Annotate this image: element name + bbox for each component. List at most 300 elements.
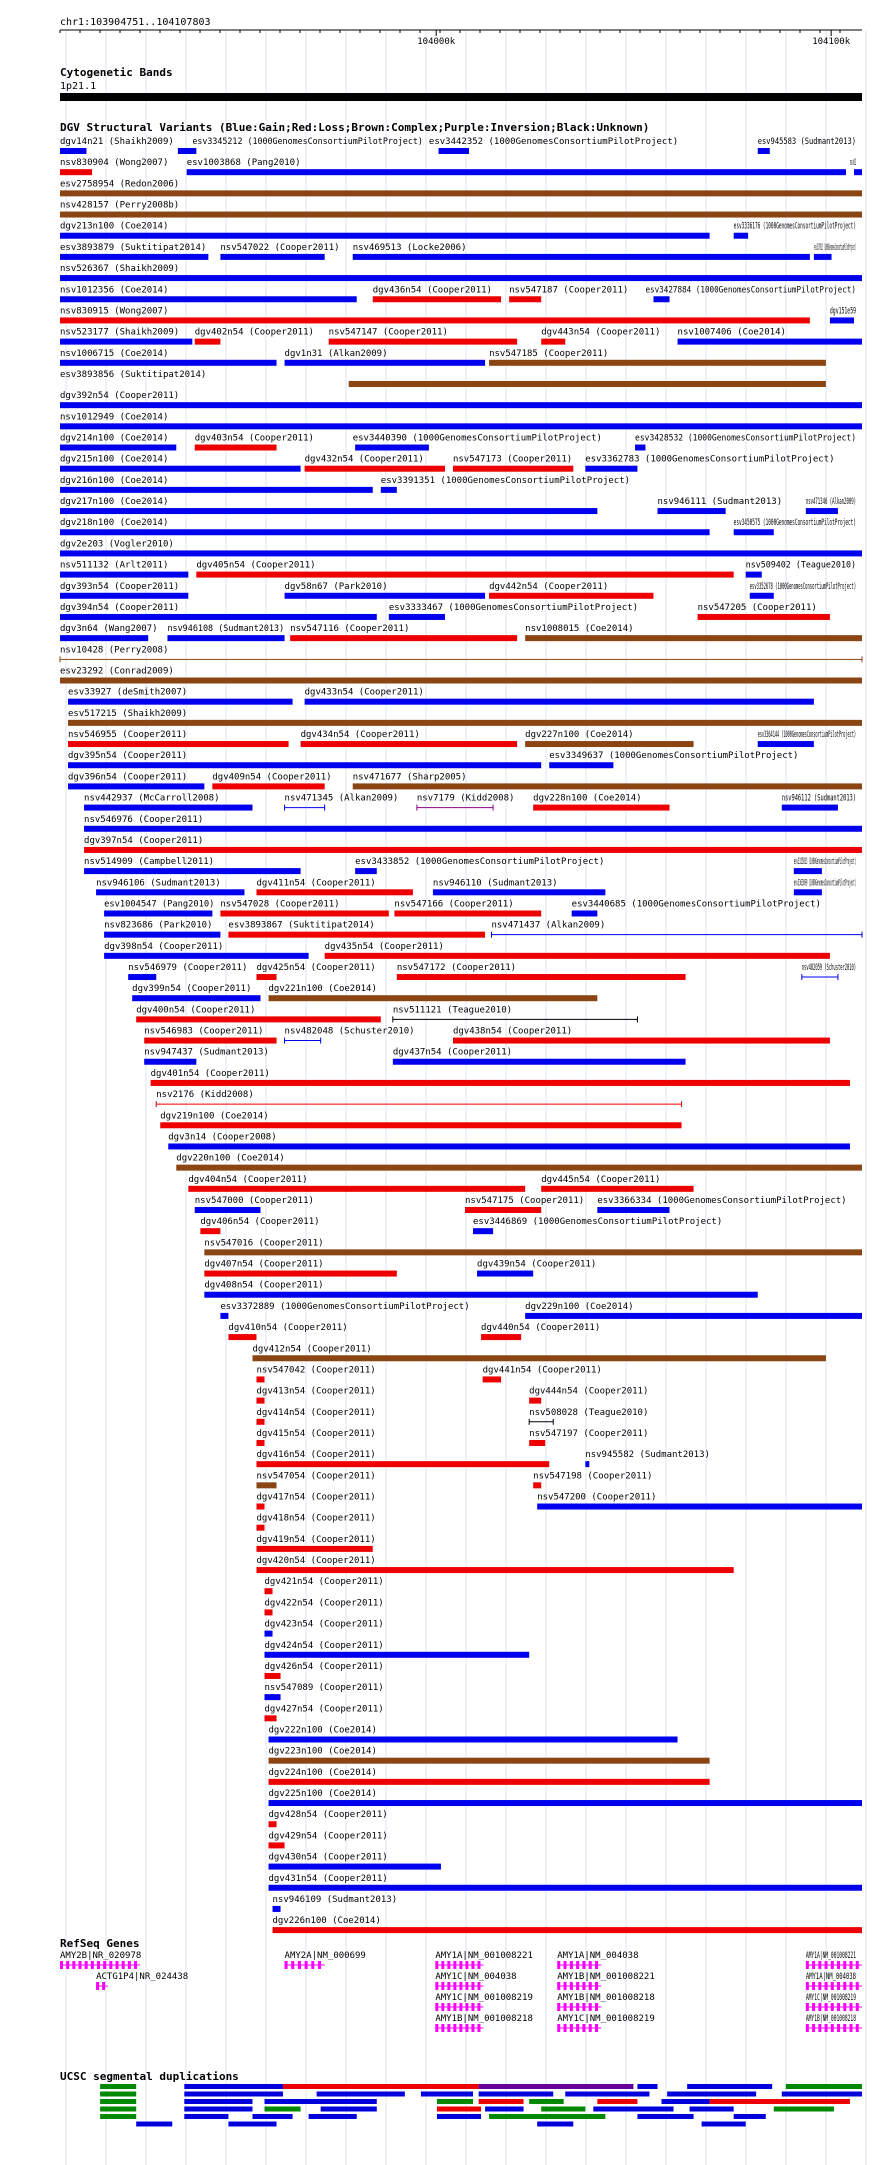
gene-exon: [818, 2003, 821, 2011]
sv-feature[interactable]: [60, 201, 862, 218]
sv-label: nsv547175 (Cooper2011): [465, 1196, 585, 1206]
sv-bar: [168, 1143, 850, 1149]
sv-feature[interactable]: [256, 1365, 375, 1382]
sv-feature[interactable]: [290, 624, 517, 641]
sv-feature[interactable]: [256, 1408, 375, 1425]
segdup-feature[interactable]: [597, 2099, 637, 2104]
sv-label: nsv546979 (Cooper2011): [128, 963, 248, 974]
sv-label: dgv395n54 (Cooper2011): [68, 751, 188, 762]
sv-feature[interactable]: [373, 285, 501, 302]
sv-feature[interactable]: [678, 328, 862, 345]
sv-bar: [572, 910, 598, 916]
gene-feature[interactable]: [557, 2014, 655, 2032]
sv-label: nsv514909 (Campbell2011): [84, 857, 215, 868]
sv-feature[interactable]: [393, 1005, 638, 1022]
sv-feature[interactable]: [750, 582, 856, 599]
sv-label: dgv445n54 (Cooper2011): [541, 1174, 661, 1185]
segdup-feature[interactable]: [321, 2107, 377, 2112]
sv-feature[interactable]: [794, 878, 856, 895]
sv-feature[interactable]: [269, 1874, 862, 1891]
sv-feature[interactable]: [256, 1493, 375, 1510]
sv-feature[interactable]: [734, 222, 856, 239]
sv-feature[interactable]: [60, 455, 301, 472]
sv-feature[interactable]: [60, 476, 373, 493]
sv-feature[interactable]: [156, 1090, 681, 1107]
sv-feature[interactable]: [188, 1175, 525, 1192]
sv-feature[interactable]: [84, 794, 252, 811]
sv-feature[interactable]: [806, 497, 856, 514]
sv-bar: [269, 1758, 710, 1764]
sv-bar: [265, 1588, 273, 1594]
segdup-feature[interactable]: [100, 2092, 136, 2097]
sv-feature[interactable]: [269, 1747, 710, 1764]
sv-feature[interactable]: [782, 794, 856, 811]
sv-feature[interactable]: [144, 1048, 269, 1065]
gene-exon: [582, 1961, 585, 1969]
sv-feature[interactable]: [256, 1471, 375, 1488]
sv-label: dgv404n54 (Cooper2011): [188, 1174, 308, 1185]
sv-feature[interactable]: [256, 878, 412, 895]
sv-feature[interactable]: [96, 878, 244, 895]
sv-feature[interactable]: [529, 1408, 648, 1425]
segdup-feature[interactable]: [565, 2092, 649, 2097]
sv-feature[interactable]: [483, 1365, 602, 1382]
cytoband-track: [60, 66, 862, 101]
sv-feature[interactable]: [84, 857, 301, 874]
sv-feature[interactable]: [269, 1789, 862, 1806]
sv-label: nsv945582 (Sudmant2013): [585, 1450, 710, 1461]
sv-feature[interactable]: [256, 1429, 375, 1446]
sv-feature[interactable]: [585, 455, 834, 472]
sv-feature[interactable]: [533, 794, 669, 811]
sv-feature[interactable]: [104, 899, 214, 916]
gene-feature[interactable]: [806, 1993, 862, 2011]
sv-feature[interactable]: [256, 1556, 733, 1573]
sv-feature[interactable]: [187, 158, 846, 175]
sv-feature[interactable]: [285, 582, 486, 599]
sv-feature[interactable]: [168, 1132, 850, 1149]
sv-label: nsv82: [849, 158, 856, 169]
sv-feature[interactable]: [529, 1429, 648, 1446]
gene-exon: [570, 2024, 573, 2032]
gene-exon: [477, 2024, 480, 2032]
sv-feature[interactable]: [269, 1726, 678, 1743]
sv-feature[interactable]: [394, 899, 541, 916]
sv-bar: [389, 614, 445, 620]
sv-label: dgv427n54 (Cooper2011): [264, 1704, 384, 1715]
sv-feature[interactable]: [429, 137, 678, 154]
sv-feature[interactable]: [128, 963, 247, 980]
gene-exon: [557, 1961, 560, 1969]
sv-feature[interactable]: [195, 1196, 314, 1213]
sv-feature[interactable]: [453, 1027, 830, 1044]
gene-exon: [576, 2003, 579, 2011]
sv-feature[interactable]: [60, 497, 597, 514]
sv-feature[interactable]: [265, 1641, 530, 1658]
sv-feature[interactable]: [220, 899, 388, 916]
sv-feature[interactable]: [734, 518, 856, 535]
segdup-feature[interactable]: [437, 2107, 481, 2112]
sv-feature[interactable]: [509, 285, 628, 302]
sv-feature[interactable]: [541, 1175, 693, 1192]
sv-bar: [60, 614, 377, 620]
gene-feature[interactable]: [806, 2014, 862, 2032]
segdup-feature[interactable]: [489, 2114, 605, 2119]
sv-bar: [60, 487, 373, 493]
sv-bar: [269, 1779, 710, 1785]
sv-feature[interactable]: [256, 1535, 375, 1552]
sv-feature[interactable]: [489, 582, 653, 599]
segdup-feature[interactable]: [309, 2114, 357, 2119]
sv-label: nsv471345 (Alkan2009): [284, 793, 399, 804]
segdup-feature[interactable]: [437, 2099, 473, 2104]
sv-label: nsv547205 (Cooper2011): [697, 602, 817, 613]
sv-feature[interactable]: [525, 730, 693, 747]
sv-feature[interactable]: [228, 921, 485, 938]
segdup-feature[interactable]: [782, 2092, 862, 2097]
sv-feature[interactable]: [204, 1260, 396, 1277]
segdup-feature[interactable]: [184, 2092, 283, 2097]
sv-feature[interactable]: [491, 921, 862, 938]
sv-feature[interactable]: [465, 1196, 584, 1213]
cytoband-band-1p21-1[interactable]: [60, 93, 862, 101]
sv-bar: [549, 762, 613, 768]
segdup-feature[interactable]: [662, 2099, 710, 2104]
sv-feature[interactable]: [541, 328, 660, 345]
sv-bar: [285, 360, 486, 366]
sv-feature[interactable]: [212, 772, 331, 789]
sv-feature[interactable]: [537, 1493, 862, 1510]
sv-feature[interactable]: [220, 243, 339, 260]
sv-label: nsv1012356 (Coe2014): [60, 285, 169, 296]
gene-feature[interactable]: [806, 1972, 862, 1990]
gene-exon: [435, 2024, 438, 2032]
sv-feature[interactable]: [397, 963, 686, 980]
sv-feature[interactable]: [285, 1027, 415, 1044]
sv-feature[interactable]: [60, 412, 862, 429]
sv-feature[interactable]: [60, 306, 810, 323]
sv-feature[interactable]: [746, 561, 856, 578]
sv-feature[interactable]: [830, 306, 856, 323]
sv-bar: [355, 868, 377, 874]
segdup-feature[interactable]: [437, 2114, 481, 2119]
sv-feature[interactable]: [60, 370, 826, 387]
sv-feature[interactable]: [256, 1387, 375, 1404]
sv-feature[interactable]: [196, 561, 733, 578]
sv-feature[interactable]: [301, 730, 518, 747]
gene-exon: [441, 2024, 444, 2032]
sv-feature[interactable]: [269, 1831, 388, 1848]
sv-feature[interactable]: [151, 1069, 850, 1086]
sv-feature[interactable]: [256, 963, 375, 980]
sv-feature[interactable]: [60, 624, 158, 641]
sv-feature[interactable]: [353, 434, 602, 451]
sv-feature[interactable]: [265, 1704, 384, 1721]
segdup-feature[interactable]: [710, 2099, 850, 2104]
sv-feature[interactable]: [473, 1217, 722, 1234]
sv-feature[interactable]: [269, 1768, 710, 1785]
gene-exon: [447, 1982, 450, 1990]
sv-feature[interactable]: [381, 476, 630, 493]
sv-feature[interactable]: [265, 1598, 384, 1615]
gene-feature[interactable]: [96, 1972, 188, 1990]
segdup-feature[interactable]: [184, 2084, 283, 2089]
sv-feature[interactable]: [60, 561, 188, 578]
gene-feature[interactable]: [557, 1993, 655, 2011]
sv-bar: [60, 317, 810, 323]
sv-feature[interactable]: [256, 1450, 549, 1467]
segdup-feature[interactable]: [529, 2099, 563, 2104]
sv-feature[interactable]: [802, 963, 856, 980]
sv-feature[interactable]: [265, 1662, 384, 1679]
sv-label: dgv397n54 (Cooper2011): [84, 835, 204, 846]
sv-feature[interactable]: [814, 243, 856, 260]
sv-feature[interactable]: [60, 349, 277, 366]
sv-feature[interactable]: [269, 984, 598, 1001]
sv-label: dgv221n100 (Coe2014): [268, 984, 377, 995]
segdup-feature[interactable]: [774, 2107, 834, 2112]
sv-feature[interactable]: [265, 1683, 384, 1700]
sv-feature[interactable]: [329, 328, 517, 345]
segdup-feature[interactable]: [593, 2107, 673, 2112]
sv-feature[interactable]: [489, 349, 826, 366]
sv-feature[interactable]: [60, 179, 862, 196]
sv-feature[interactable]: [60, 667, 862, 684]
segdup-feature[interactable]: [687, 2084, 772, 2089]
sv-label: dgv437n54 (Cooper2011): [392, 1047, 513, 1058]
sv-feature[interactable]: [325, 942, 830, 959]
segdup-feature[interactable]: [100, 2114, 136, 2119]
sv-feature[interactable]: [285, 349, 486, 366]
segdup-feature[interactable]: [537, 2122, 573, 2127]
sv-feature[interactable]: [60, 518, 710, 535]
sv-feature[interactable]: [60, 582, 188, 599]
sv-label: dgv417n54 (Cooper2011): [256, 1492, 376, 1503]
sv-feature[interactable]: [68, 709, 862, 726]
sv-feature[interactable]: [525, 1302, 862, 1319]
gene-exon: [311, 1961, 314, 1969]
segdup-feature[interactable]: [485, 2107, 523, 2112]
sv-feature[interactable]: [200, 1217, 319, 1234]
sv-feature[interactable]: [597, 1196, 846, 1213]
segdup-feature[interactable]: [637, 2114, 693, 2119]
segdup-feature[interactable]: [637, 2084, 657, 2089]
sv-bar: [353, 254, 810, 260]
gene-exon: [850, 1982, 853, 1990]
sv-label: nsv511121 (Teague2010): [392, 1005, 513, 1016]
sv-feature[interactable]: [60, 137, 174, 154]
segdup-feature[interactable]: [100, 2084, 136, 2089]
sv-label: nsv511132 (Arlt2011): [60, 560, 169, 571]
segdup-feature[interactable]: [100, 2107, 136, 2112]
sv-feature[interactable]: [144, 1027, 276, 1044]
sv-feature[interactable]: [355, 857, 604, 874]
gene-feature[interactable]: [435, 1972, 516, 1990]
sv-feature[interactable]: [269, 1853, 441, 1870]
sv-feature[interactable]: [60, 264, 862, 281]
segdup-feature[interactable]: [228, 2122, 276, 2127]
sv-feature[interactable]: [273, 1895, 398, 1912]
gene-feature[interactable]: [557, 1972, 655, 1990]
sv-feature[interactable]: [132, 984, 260, 1001]
segdup-feature[interactable]: [283, 2084, 479, 2089]
gene-exon: [441, 2003, 444, 2011]
sv-feature[interactable]: [160, 1111, 681, 1128]
sv-feature[interactable]: [228, 1323, 347, 1340]
sv-feature[interactable]: [794, 857, 856, 874]
sv-feature[interactable]: [60, 539, 862, 556]
sv-label: dgv411n54 (Cooper2011): [256, 878, 376, 889]
sv-feature[interactable]: [533, 1471, 652, 1488]
segdup-feature[interactable]: [541, 2107, 585, 2112]
segdup-feature[interactable]: [667, 2092, 756, 2097]
gene-feature[interactable]: [435, 2014, 533, 2032]
sv-label: esv1003868 (Pang2010): [186, 158, 301, 169]
sv-feature[interactable]: [104, 921, 220, 938]
segdup-feature[interactable]: [265, 2099, 377, 2104]
gene-exon: [465, 1961, 468, 1969]
sv-feature[interactable]: [60, 158, 168, 175]
gene-exon: [453, 2003, 456, 2011]
sv-feature[interactable]: [60, 243, 208, 260]
sv-label: dgv1n31 (Alkan2009): [284, 348, 388, 359]
segdup-feature[interactable]: [184, 2114, 228, 2119]
sv-feature[interactable]: [60, 328, 192, 345]
sv-feature[interactable]: [167, 624, 284, 641]
sv-feature[interactable]: [481, 1323, 600, 1340]
gene-feature[interactable]: [435, 1951, 533, 1969]
sv-feature[interactable]: [525, 624, 862, 641]
sv-feature[interactable]: [195, 434, 314, 451]
gene-exon: [812, 2003, 815, 2011]
segdup-feature[interactable]: [734, 2114, 766, 2119]
sv-feature[interactable]: [68, 730, 289, 747]
sv-feature[interactable]: [60, 391, 862, 408]
sv-feature[interactable]: [68, 772, 204, 789]
sv-feature[interactable]: [60, 285, 357, 302]
sv-feature[interactable]: [84, 815, 862, 832]
segdup-feature[interactable]: [136, 2122, 172, 2127]
sv-feature[interactable]: [477, 1260, 596, 1277]
sv-feature[interactable]: [585, 1450, 710, 1467]
gene-label: AMY1C|NM_001008219: [557, 2014, 655, 2024]
sv-feature[interactable]: [195, 328, 314, 345]
sv-feature[interactable]: [657, 497, 782, 514]
segdup-feature[interactable]: [317, 2092, 405, 2097]
sv-bar: [60, 466, 301, 472]
sv-feature[interactable]: [572, 899, 821, 916]
sv-label: nsv946106 (Sudmant2013): [96, 878, 221, 889]
sv-feature[interactable]: [204, 1281, 757, 1298]
sv-feature[interactable]: [305, 455, 445, 472]
sv-bar: [178, 148, 196, 154]
sv-bar: [525, 635, 862, 641]
sv-feature[interactable]: [60, 645, 862, 662]
segdup-feature[interactable]: [479, 2092, 554, 2097]
segdup-feature[interactable]: [184, 2099, 252, 2104]
sv-feature[interactable]: [453, 455, 573, 472]
sv-feature[interactable]: [698, 603, 830, 620]
sv-feature[interactable]: [389, 603, 638, 620]
sv-feature[interactable]: [758, 730, 856, 747]
sv-feature[interactable]: [353, 243, 810, 260]
sv-feature[interactable]: [68, 688, 293, 705]
gene-exon: [459, 2024, 462, 2032]
segdup-feature[interactable]: [690, 2107, 734, 2112]
gene-exon: [477, 1961, 480, 1969]
segdup-feature[interactable]: [100, 2099, 136, 2104]
segdup-feature[interactable]: [421, 2092, 473, 2097]
sv-feature[interactable]: [433, 878, 605, 895]
sv-feature[interactable]: [269, 1810, 388, 1827]
sv-bar: [830, 317, 854, 323]
sv-feature[interactable]: [305, 688, 814, 705]
sv-feature[interactable]: [252, 1344, 825, 1361]
gene-exon: [459, 1982, 462, 1990]
sv-feature[interactable]: [60, 222, 710, 239]
gene-exon: [459, 2003, 462, 2011]
sv-bar: [204, 1292, 757, 1298]
segdup-feature[interactable]: [265, 2107, 301, 2112]
sv-feature[interactable]: [285, 794, 399, 811]
sv-feature[interactable]: [104, 942, 309, 959]
segdup-feature[interactable]: [479, 2099, 524, 2104]
sv-feature[interactable]: [84, 836, 862, 853]
sv-feature[interactable]: [758, 137, 856, 154]
gene-feature[interactable]: [285, 1951, 366, 1969]
gene-label: AMY1B|NM_001008218: [557, 1993, 655, 2003]
sv-label: esv2758954 (Redon2006): [60, 179, 180, 190]
sv-feature[interactable]: [417, 794, 515, 811]
gene-feature[interactable]: [806, 1951, 862, 1969]
sv-label: dgv430n54 (Cooper2011): [268, 1852, 388, 1863]
gene-exon: [122, 1961, 125, 1969]
gene-feature[interactable]: [435, 1993, 533, 2011]
sv-label: nsv547185 (Cooper2011): [489, 348, 609, 359]
sv-feature[interactable]: [60, 603, 377, 620]
sv-feature[interactable]: [60, 434, 176, 451]
segdup-feature[interactable]: [252, 2114, 292, 2119]
sv-feature[interactable]: [265, 1577, 384, 1594]
sv-feature[interactable]: [265, 1620, 384, 1637]
sv-feature[interactable]: [204, 1238, 862, 1255]
sv-bar: [265, 1673, 281, 1679]
sv-label: dgv215n100 (Coe2014): [60, 454, 169, 465]
sv-bar: [541, 339, 565, 345]
sv-feature[interactable]: [549, 751, 798, 768]
sv-feature[interactable]: [850, 158, 862, 175]
sv-feature[interactable]: [645, 285, 856, 302]
sv-bar: [453, 466, 573, 472]
sv-feature[interactable]: [256, 1514, 375, 1531]
segdup-feature[interactable]: [702, 2122, 746, 2127]
sv-feature[interactable]: [529, 1387, 648, 1404]
sv-label: dgv219n100 (Coe2014): [160, 1111, 269, 1122]
sv-label: dgv407n54 (Cooper2011): [204, 1259, 324, 1270]
sv-bar: [529, 1398, 541, 1404]
sv-feature[interactable]: [176, 1154, 862, 1171]
sv-feature[interactable]: [68, 751, 541, 768]
segdup-feature[interactable]: [479, 2084, 634, 2089]
segdup-feature[interactable]: [786, 2084, 862, 2089]
gene-feature[interactable]: [60, 1951, 141, 1969]
segdup-feature[interactable]: [184, 2107, 252, 2112]
sv-feature[interactable]: [273, 1916, 862, 1933]
gene-exon: [570, 2003, 573, 2011]
sv-feature[interactable]: [220, 1302, 469, 1319]
sv-feature[interactable]: [393, 1048, 686, 1065]
sv-feature[interactable]: [136, 1005, 381, 1022]
